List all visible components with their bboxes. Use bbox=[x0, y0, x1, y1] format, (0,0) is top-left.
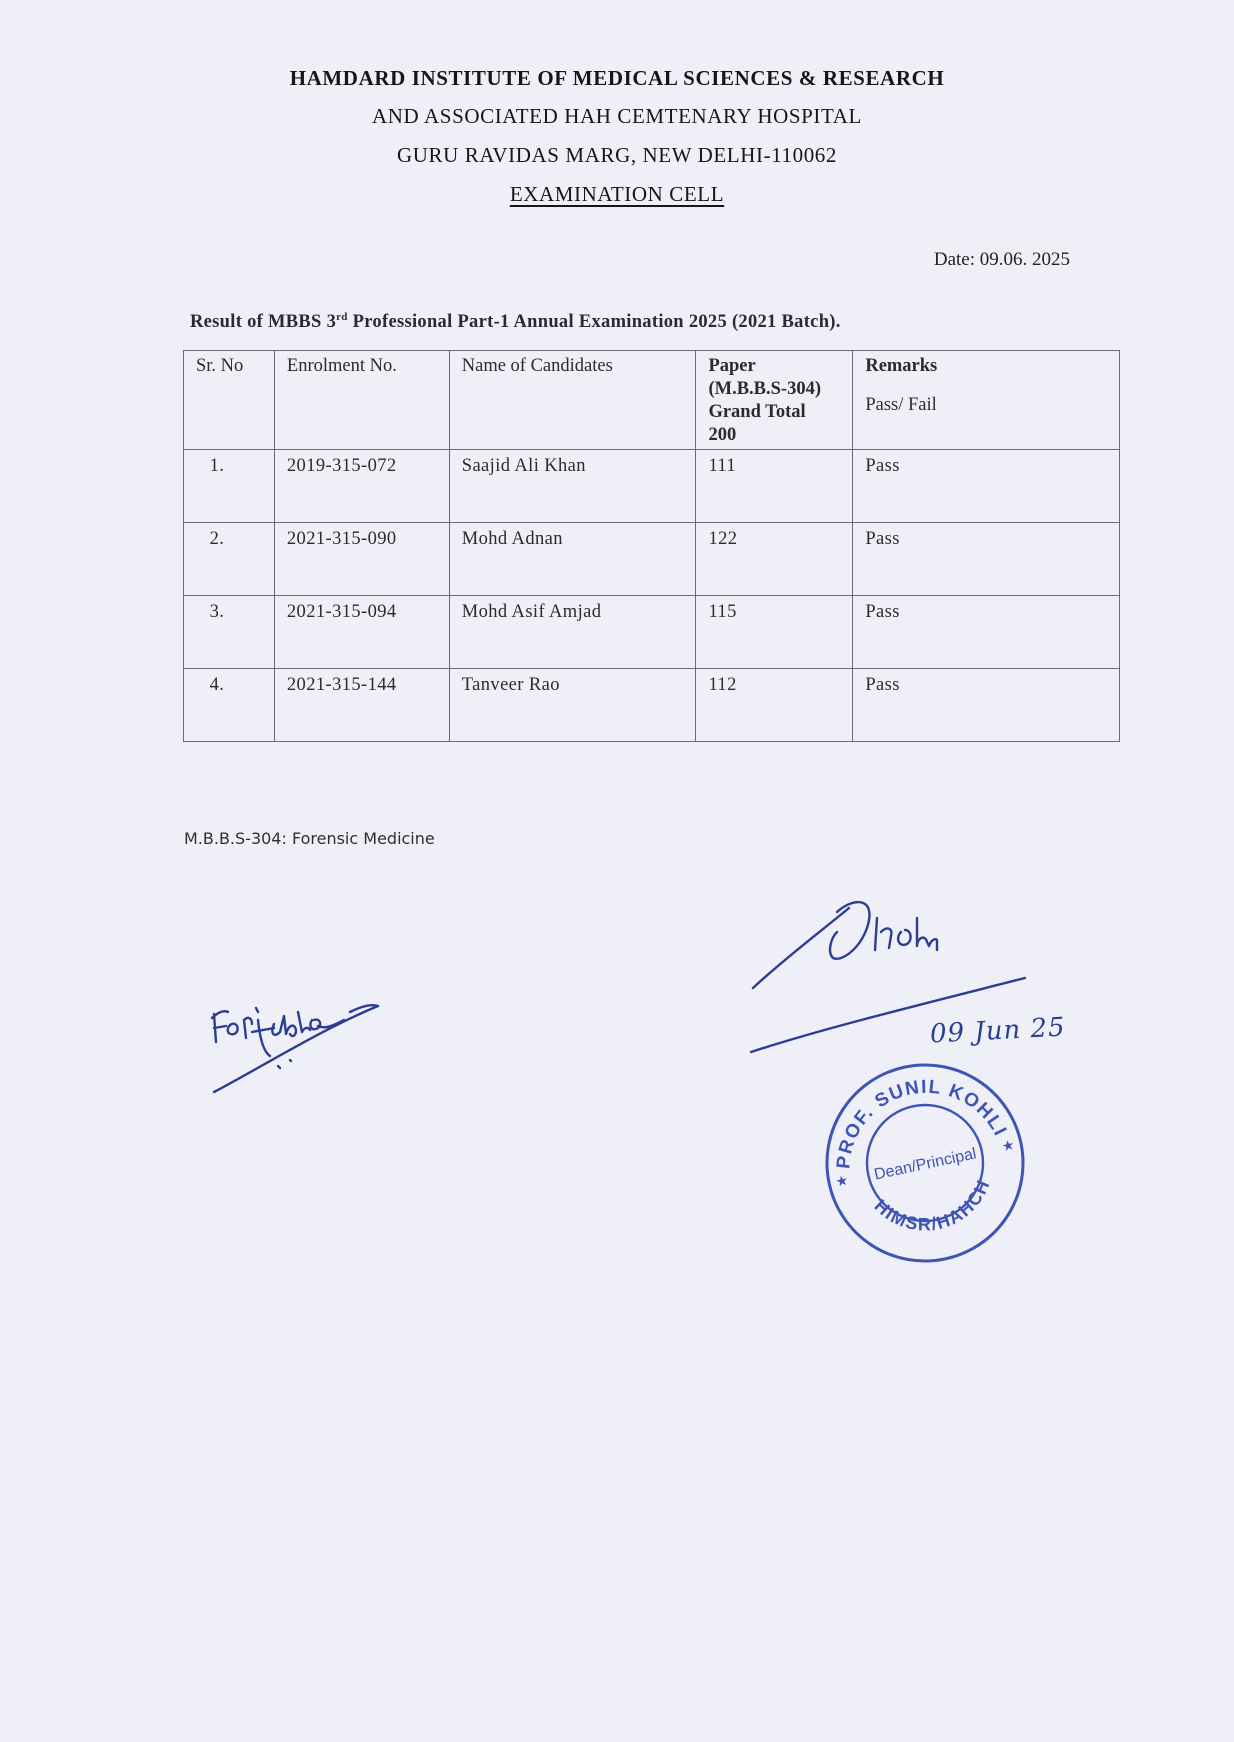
cell-enrolment: 2019-315-072 bbox=[274, 450, 449, 523]
cell-sr: 4. bbox=[184, 669, 275, 742]
cell-remarks: Pass bbox=[853, 523, 1120, 596]
seal-top-textpath: PROF. SUNIL KOHLI bbox=[833, 1076, 1011, 1170]
table-row bbox=[184, 596, 1120, 669]
dean-seal bbox=[820, 1058, 1030, 1268]
header-paper bbox=[696, 351, 853, 450]
header-paper-line3: Grand Total bbox=[708, 402, 806, 422]
cell-marks: 111 bbox=[696, 450, 853, 523]
cell-marks: 115 bbox=[696, 596, 853, 669]
cell-marks: 112 bbox=[696, 669, 853, 742]
cell-remarks: Pass bbox=[853, 669, 1120, 742]
header-name: Name of Candidates bbox=[449, 351, 696, 450]
cell-enrolment: 2021-315-144 bbox=[274, 669, 449, 742]
header-remarks-sub: Pass/ Fail bbox=[865, 395, 937, 415]
left-signature bbox=[200, 990, 390, 1100]
cell-sr: 3. bbox=[184, 596, 275, 669]
signature-date: 09 Jun 25 bbox=[929, 1012, 1067, 1050]
department-title-text: EXAMINATION CELL bbox=[509, 182, 725, 206]
address: GURU RAVIDAS MARG, NEW DELHI-110062 bbox=[396, 143, 838, 167]
table-row bbox=[184, 523, 1120, 596]
table-row bbox=[184, 669, 1120, 742]
header-remarks-label: Remarks bbox=[865, 356, 938, 376]
header-remarks bbox=[853, 351, 1120, 450]
cell-name: Mohd Adnan bbox=[449, 523, 696, 596]
cell-name: Tanveer Rao bbox=[449, 669, 696, 742]
hospital-name: AND ASSOCIATED HAH CEMTENARY HOSPITAL bbox=[372, 104, 862, 128]
caption-superscript: rd bbox=[336, 311, 348, 323]
header-paper-line4: 200 bbox=[708, 425, 737, 445]
seal-star-left-icon: ★ bbox=[834, 1172, 850, 1191]
institute-name: HAMDARD INSTITUTE OF MEDICAL SCIENCES & RESEARCH bbox=[289, 66, 945, 90]
seal-bottom-textpath: HIMSR/HAHCH bbox=[870, 1176, 994, 1235]
seal-star-right-icon: ★ bbox=[1000, 1137, 1017, 1156]
cell-name: Saajid Ali Khan bbox=[449, 450, 696, 523]
cell-remarks: Pass bbox=[853, 596, 1120, 669]
cell-sr: 1. bbox=[184, 450, 275, 523]
header-paper-line1: Paper bbox=[708, 356, 756, 376]
seal-bottom-text bbox=[868, 1173, 1001, 1247]
issue-date: Date: 09.06. 2025 bbox=[933, 249, 1070, 270]
seal-center-text: Dean/Principal bbox=[872, 1145, 978, 1184]
cell-enrolment: 2021-315-090 bbox=[274, 523, 449, 596]
paper-footnote: M.B.B.S-304: Forensic Medicine bbox=[184, 829, 435, 848]
caption-start: Result of MBBS 3 bbox=[190, 312, 337, 333]
cell-sr: 2. bbox=[184, 523, 275, 596]
table-row bbox=[184, 450, 1120, 523]
cell-enrolment: 2021-315-094 bbox=[274, 596, 449, 669]
cell-remarks: Pass bbox=[853, 450, 1120, 523]
header-sr-no: Sr. No bbox=[184, 351, 275, 450]
result-caption bbox=[190, 311, 841, 333]
table-header-row bbox=[184, 351, 1120, 450]
cell-marks: 122 bbox=[696, 523, 853, 596]
department-title bbox=[0, 182, 1234, 207]
caption-end: Professional Part-1 Annual Examination 2025 (2021 Batch). bbox=[347, 312, 841, 333]
cell-name: Mohd Asif Amjad bbox=[449, 596, 696, 669]
header-enrolment: Enrolment No. bbox=[274, 351, 449, 450]
header-paper-line2: (M.B.B.S-304) bbox=[708, 379, 821, 399]
result-table bbox=[183, 350, 1120, 742]
